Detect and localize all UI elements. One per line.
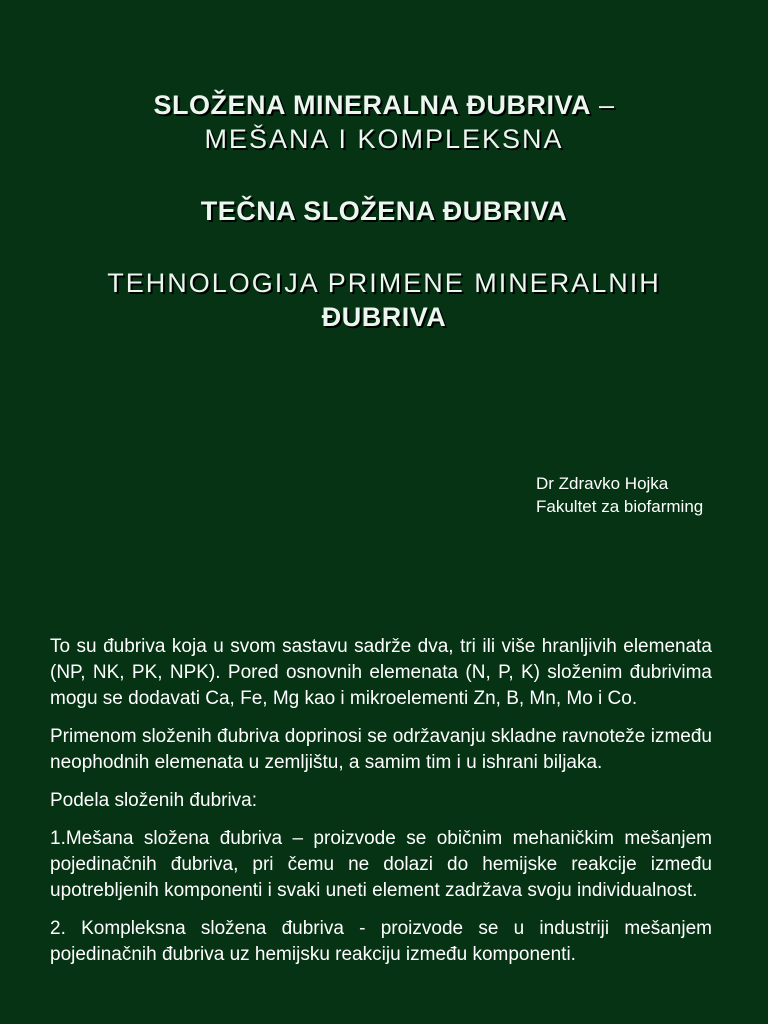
title-technology: TEHNOLOGIJA PRIMENE MINERALNIH <box>107 268 661 298</box>
paragraph-classification: Podela složenih đubriva: <box>50 790 258 811</box>
paragraph-mixed: 1.Mešana složena đubriva – proizvode se običnim mehaničkim mešanjem pojedinačnih đubriva, pri čemu ne dolazi do hemijske reakcije između upotrebljenih komponenti i svaki uneti element zadržava svoju individualnost. <box>50 828 712 901</box>
author-block <box>536 472 703 518</box>
paragraph-definition: To su đubriva koja u svom sastavu sadrže dva, tri ili više hranljivih elemenata (NP, NK, PK, NPK). Pored osnovnih elemenata (N, P, K) složenim đubrivima mogu se dodavati Ca, Fe, Mg kao i mikroelementi Zn, B, Mn, Mo i Co. <box>50 636 712 709</box>
body-text <box>50 634 712 980</box>
title-liquid-fertilizers: TEČNA SLOŽENA ĐUBRIVA <box>200 196 568 226</box>
slide-titles <box>0 88 768 334</box>
title-subtitle: MEŠANA I KOMPLEKSNA <box>204 124 564 154</box>
title-main: SLOŽENA MINERALNA ĐUBRIVA <box>153 90 591 120</box>
title-technology-2: ĐUBRIVA <box>321 302 447 332</box>
paragraph-complex: 2. Kompleksna složena đubriva - proizvode se u industriji mešanjem pojedinačnih đubriva uz hemijsku reakciju između komponenti. <box>50 918 712 965</box>
title-dash: – <box>590 90 615 120</box>
author-name: Dr Zdravko Hojka <box>536 474 669 493</box>
title-line-1 <box>0 88 768 122</box>
paragraph-benefit: Primenom složenih đubriva doprinosi se održavanju skladne ravnoteže između neophodnih elemenata u zemljištu, a samim tim i u ishrani biljaka. <box>50 726 712 773</box>
author-faculty: Fakultet za biofarming <box>536 497 704 516</box>
